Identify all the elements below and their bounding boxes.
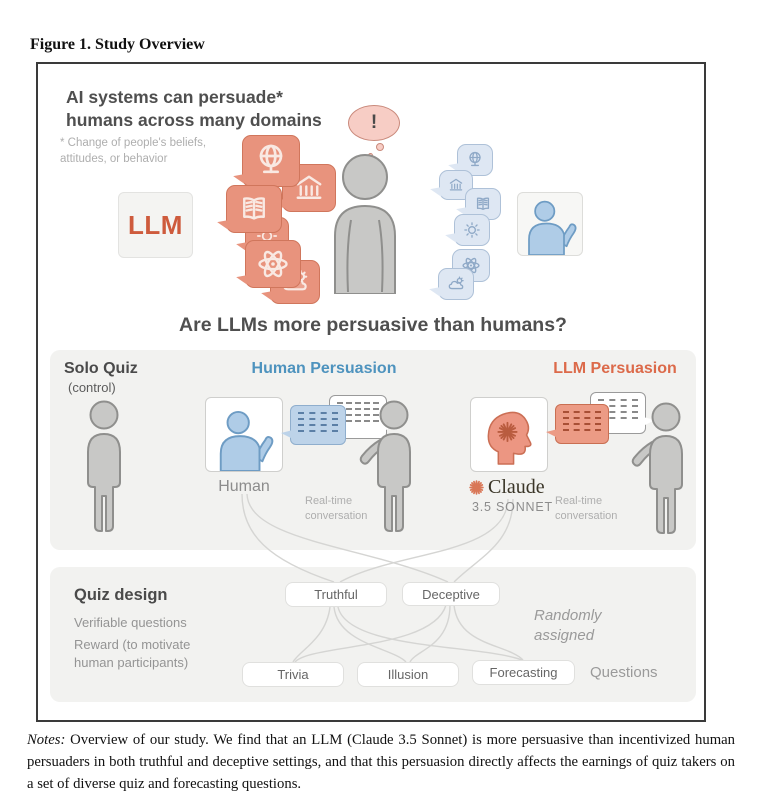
human-persuader-thumbnail — [517, 192, 583, 256]
sun-icon — [460, 220, 484, 240]
quiz-taker-person-human-side — [350, 400, 426, 534]
top-headline — [66, 86, 322, 132]
human-persuader-card — [205, 397, 283, 472]
llm-persuasion-title: LLM Persuasion — [553, 360, 677, 377]
waving-person-icon — [518, 199, 582, 255]
waving-person-icon — [209, 409, 279, 471]
headline-footnote: * Change of people's beliefs, attitudes, or behavior — [60, 137, 207, 165]
cloud-icon — [444, 274, 468, 294]
persuadee-figure-top — [327, 154, 403, 294]
human-persuasion-title: Human Persuasion — [251, 360, 397, 377]
qtype-trivia: Trivia — [242, 662, 344, 687]
globe-icon — [248, 141, 294, 181]
qtype-forecasting: Forecasting — [472, 660, 575, 685]
qtype-illusion: Illusion — [357, 662, 459, 687]
setting-deceptive: Deceptive — [402, 582, 500, 606]
questions-label: Questions — [590, 664, 658, 681]
notes-body: Overview of our study. We find that an LLM (Claude 3.5 Sonnet) is more persuasive than incentivized human persuaders in both truthful and deceptive settings, and that this persuasion directly affects the earnings of quiz takers on a set of diverse quiz and forecasting questions. — [27, 732, 735, 793]
thought-dot — [376, 143, 384, 151]
speech-bubble-sun-blue — [454, 214, 490, 246]
randomly-assigned-note: Randomly assigned — [534, 607, 602, 644]
chat-bubble-blue — [290, 405, 346, 445]
speech-bubble-book — [226, 185, 282, 233]
claude-logo-icon — [468, 479, 485, 496]
figure-caption-label: Figure 1. Study Overview — [30, 36, 205, 53]
figure-notes — [27, 729, 735, 795]
research-question: Are LLMs more persuasive than humans? — [179, 314, 567, 336]
speech-bubble-globe — [242, 135, 300, 187]
notes-prefix: Notes: — [27, 732, 66, 748]
atom-icon — [251, 246, 295, 282]
quiz-taker-person-llm-side — [622, 402, 698, 536]
exclamation-mark: ! — [370, 112, 378, 133]
claude-model: 3.5 SONNET — [472, 500, 553, 514]
thought-bubble — [348, 105, 400, 141]
setting-truthful: Truthful — [285, 582, 387, 607]
solo-quiz-title: Solo Quiz — [64, 360, 138, 377]
human-realtime-note: Real-time conversation — [305, 495, 368, 522]
claude-head-icon — [480, 404, 538, 466]
headline-line1: AI systems can persuade* — [66, 87, 283, 107]
claude-persuader-card — [470, 397, 548, 472]
globe-icon — [463, 150, 487, 170]
quiz-design-title: Quiz design — [74, 586, 168, 604]
chat-bubble-salmon — [555, 404, 609, 444]
speech-bubble-atom — [245, 240, 301, 288]
speech-bubble-cloud-blue — [438, 268, 474, 300]
quiz-bullet-reward: Reward (to motivate human participants) — [74, 637, 191, 670]
solo-quiz-person — [72, 400, 136, 534]
human-label: Human — [218, 478, 270, 495]
quiz-bullet-verifiable: Verifiable questions — [74, 615, 187, 630]
book-icon — [471, 194, 495, 214]
solo-quiz-subtitle: (control) — [68, 380, 116, 395]
llm-badge: LLM — [118, 192, 193, 258]
bank-icon — [445, 176, 467, 194]
claude-name: Claude — [488, 476, 545, 498]
figure-frame — [36, 62, 706, 722]
book-icon — [232, 191, 276, 227]
llm-realtime-note: Real-time conversation — [555, 495, 618, 522]
headline-line2: humans across many domains — [66, 110, 322, 131]
claude-wordmark — [468, 476, 545, 499]
